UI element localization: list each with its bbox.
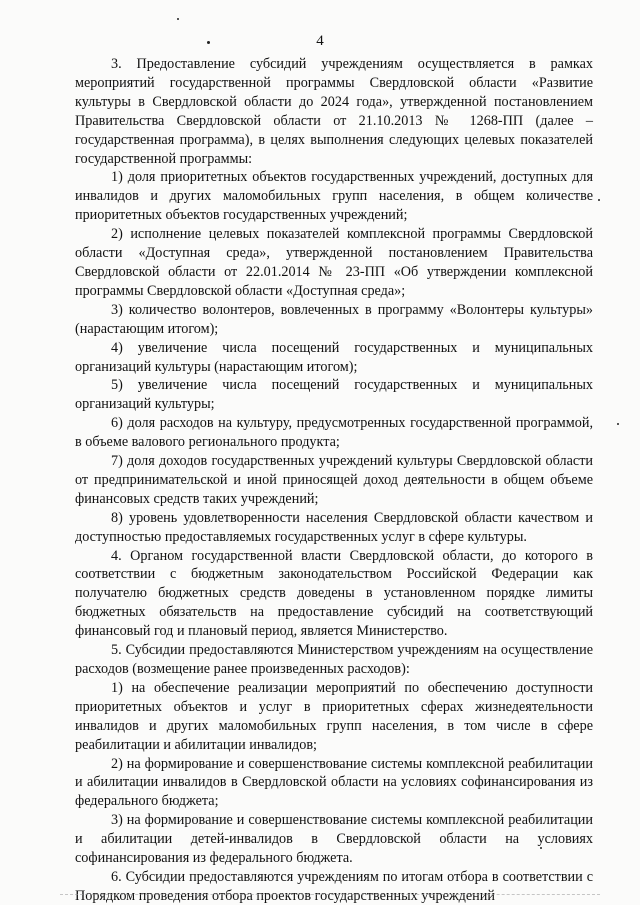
paragraph: 6) доля расходов на культуру, предусмотренных государственной программой, в объеме валового регионального продукта;	[75, 415, 593, 451]
paragraph: 3) количество волонтеров, вовлеченных в программу «Волонтеры культуры» (нарастающим итогом);	[75, 301, 593, 337]
document-body	[75, 55, 593, 906]
page-number: 4	[316, 33, 324, 49]
paragraph: 4) увеличение числа посещений государственных и муниципальных организаций культуры (нарастающим итогом);	[75, 339, 593, 375]
paragraph: 8) уровень удовлетворенности населения Свердловской области качеством и доступностью предоставляемых государственных услуг в сфере культуры.	[75, 509, 593, 545]
paragraph: 3) на формирование и совершенствование системы комплексной реабилитации и абилитации детей-инвалидов в Свердловской области на условиях софинансирования из федерального бюджета.	[75, 812, 593, 867]
paragraph: 3. Предоставление субсидий учреждениям осуществляется в рамках мероприятий государственной программы Свердловской области «Развитие культуры в Свердловской области до 2024 года», утвержденной постановлением Правительства Свердловской области от 21.10.2013 № 1268-ПП (далее – государственная программа), в целях выполнения следующих целевых показателей государственной программы:	[75, 56, 593, 167]
paragraph: 4. Органом государственной власти Свердловской области, до которого в соответствии с бюджетным законодательством Российской Федерации как получателю бюджетных средств доведены в установленном порядке лимиты бюджетных обязательств на предоставление субсидий на соответствующий финансовый год и плановый период, является Министерство.	[75, 547, 593, 640]
scan-edge-line	[60, 894, 600, 895]
paragraph: 2) на формирование и совершенствование системы комплексной реабилитации и абилитации инвалидов в Свердловской области на условиях софинансирования из федерального бюджета;	[75, 755, 593, 810]
paragraph: 1) на обеспечение реализации мероприятий по обеспечению доступности приоритетных объектов и услуг в приоритетных сферах жизнедеятельности инвалидов и других маломобильных групп населения, в том числе в сфере реабилитации и абилитации инвалидов;	[75, 679, 593, 753]
paragraph: 5) увеличение числа посещений государственных и муниципальных организаций культуры;	[75, 377, 593, 413]
paragraph: 6. Субсидии предоставляются учреждениям по итогам отбора в соответствии с Порядком проведения отбора проектов государственных учреждений	[75, 868, 593, 904]
paragraph: 5. Субсидии предоставляются Министерством учреждениям на осуществление расходов (возмещение ранее произведенных расходов):	[75, 642, 593, 677]
paragraph: 7) доля доходов государственных учреждений культуры Свердловской области от предпринимательской и иной приносящей доход деятельности в общем объеме финансовых средств таких учреждений;	[75, 453, 593, 507]
paragraph: 2) исполнение целевых показателей комплексной программы Свердловской области «Доступная среда», утвержденной постановлением Правительства Свердловской области от 22.01.2014 № 23-ПП «Об утверждении комплексной программы Свердловской области «Доступная среда»;	[75, 226, 593, 299]
paragraph: 1) доля приоритетных объектов государственных учреждений, доступных для инвалидов и других маломобильных групп населения, в общем количестве приоритетных объектов государственных учреждений;	[75, 169, 593, 224]
